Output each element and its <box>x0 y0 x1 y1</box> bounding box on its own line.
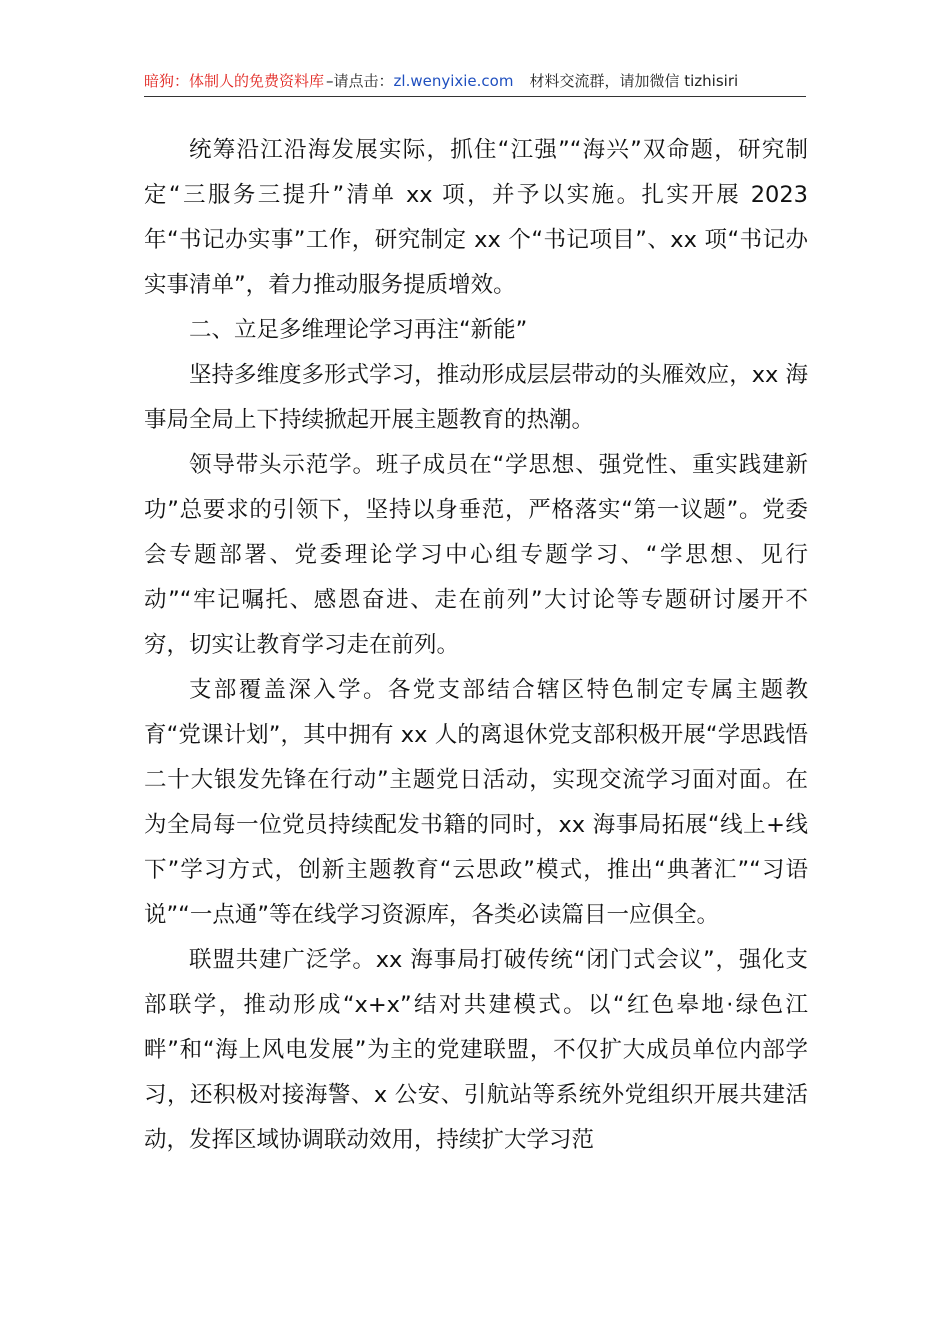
header-link[interactable]: zl.wenyixie.com <box>393 72 514 90</box>
header-brand: 暗狗：体制人的免费资料库 <box>144 72 325 90</box>
page-header <box>144 68 806 97</box>
paragraph: 统筹沿江沿海发展实际，抓住“江强”“海兴”双命题，研究制定“三服务三提升”清单 xx 项，并予以实施。扎实开展 2023 年“书记办实事”工作，研究制定 xx 个“书记项目”、xx 项“书记办实事清单”，着力推动服务提质增效。 <box>144 137 808 298</box>
section-heading: 二、立足多维理论学习再注“新能” <box>189 317 528 343</box>
paragraph: 支部覆盖深入学。各党支部结合辖区特色制定专属主题教育“党课计划”，其中拥有 xx 人的离退休党支部积极开展“学思践悟二十大银发先锋在行动”主题党日活动，实现交流学习面对面。在为全局每一位党员持续配发书籍的同时，xx 海事局拓展“线上+线下”学习方式，创新主题教育“云思政”模式，推出“典著汇”“习语说”“一点通”等在线学习资源库，各类必读篇目一应俱全。 <box>144 677 808 928</box>
header-prompt: –请点击： <box>326 72 394 90</box>
header-wechat-note: 材料交流群，请加微信 tizhisiri <box>529 72 739 90</box>
paragraph: 坚持多维度多形式学习，推动形成层层带动的头雁效应，xx 海事局全局上下持续掀起开展主题教育的热潮。 <box>144 362 808 433</box>
paragraph: 联盟共建广泛学。xx 海事局打破传统“闭门式会议”，强化支部联学，推动形成“x+x”结对共建模式。以“红色皋地·绿色江畔”和“海上风电发展”为主的党建联盟，不仅扩大成员单位内部学习，还积极对接海警、x 公安、引航站等系统外党组织开展共建活动，发挥区域协调联动效用，持续扩大学习范 <box>144 947 808 1153</box>
document-body <box>144 128 808 1163</box>
paragraph: 领导带头示范学。班子成员在“学思想、强党性、重实践建新功”总要求的引领下，坚持以身垂范，严格落实“第一议题”。党委会专题部署、党委理论学习中心组专题学习、“学思想、见行动”“牢记嘱托、感恩奋进、走在前列”大讨论等专题研讨屡开不穷，切实让教育学习走在前列。 <box>144 452 808 658</box>
